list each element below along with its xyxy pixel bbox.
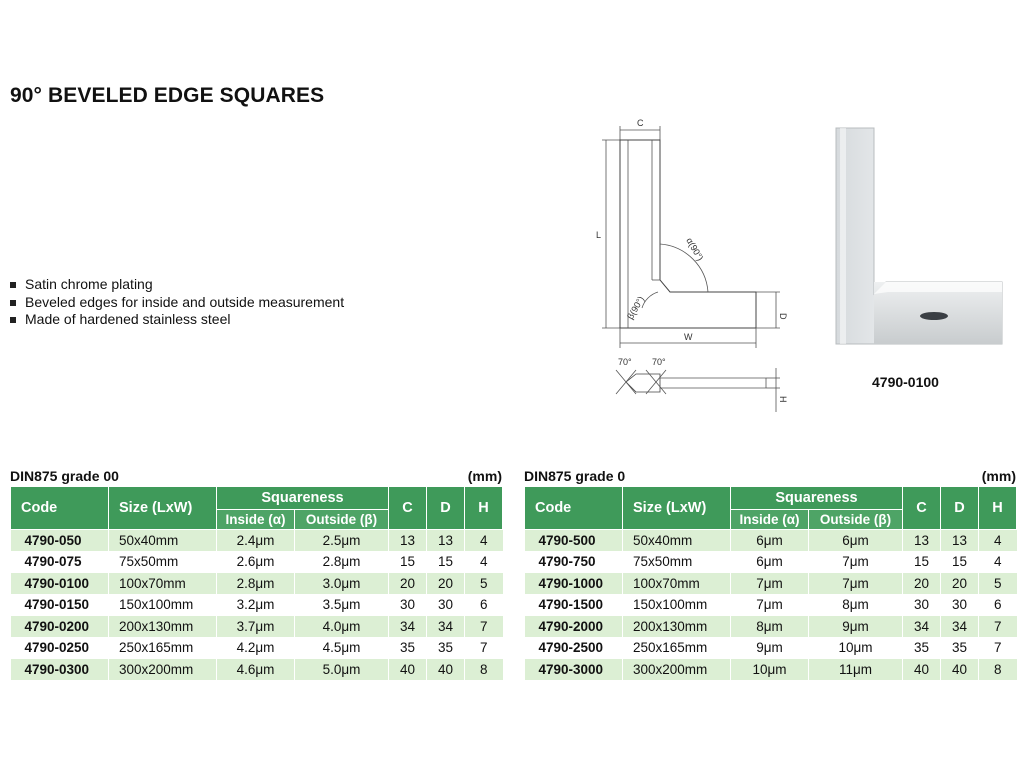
col-h-header: H <box>465 487 503 530</box>
cell-inside: 2.6μm <box>217 551 295 573</box>
product-code: 4790-0100 <box>872 374 939 390</box>
cell-size: 250x165mm <box>623 637 731 659</box>
bevel-angle-right-label: 70° <box>652 357 666 367</box>
dim-d-label: D <box>778 313 788 320</box>
cell-outside: 2.8μm <box>295 551 389 573</box>
cell-c: 13 <box>903 530 941 552</box>
cell-outside: 6μm <box>809 530 903 552</box>
cell-outside: 8μm <box>809 594 903 616</box>
col-inside-header: Inside (α) <box>217 510 295 530</box>
cell-d: 40 <box>941 659 979 681</box>
cell-c: 40 <box>389 659 427 681</box>
brand-label-icon <box>920 312 948 320</box>
cell-inside: 8μm <box>731 616 809 638</box>
cell-size: 50x40mm <box>623 530 731 552</box>
cell-h: 4 <box>979 530 1017 552</box>
table-row <box>11 637 503 659</box>
cell-size: 200x130mm <box>623 616 731 638</box>
cell-h: 4 <box>465 530 503 552</box>
cell-outside: 4.5μm <box>295 637 389 659</box>
cell-c: 34 <box>903 616 941 638</box>
table-row <box>11 530 503 552</box>
cell-h: 7 <box>465 616 503 638</box>
cell-c: 30 <box>389 594 427 616</box>
table-row <box>525 530 1017 552</box>
cell-inside: 4.6μm <box>217 659 295 681</box>
cell-code: 4790-1500 <box>525 594 623 616</box>
col-size-header: Size (LxW) <box>623 487 731 530</box>
cell-code: 4790-0250 <box>11 637 109 659</box>
cell-c: 30 <box>903 594 941 616</box>
cell-size: 250x165mm <box>109 637 217 659</box>
cell-h: 8 <box>465 659 503 681</box>
feature-item: Satin chrome plating <box>10 276 344 294</box>
cell-code: 4790-1000 <box>525 573 623 595</box>
cell-h: 6 <box>465 594 503 616</box>
cell-d: 34 <box>941 616 979 638</box>
spec-table-grade-00 <box>10 466 502 681</box>
cell-code: 4790-050 <box>11 530 109 552</box>
cell-code: 4790-0150 <box>11 594 109 616</box>
cell-inside: 7μm <box>731 594 809 616</box>
cell-c: 35 <box>389 637 427 659</box>
table-row <box>11 594 503 616</box>
table-row <box>525 573 1017 595</box>
cell-code: 4790-500 <box>525 530 623 552</box>
cell-inside: 2.4μm <box>217 530 295 552</box>
col-size-header: Size (LxW) <box>109 487 217 530</box>
cell-inside: 10μm <box>731 659 809 681</box>
cell-code: 4790-075 <box>11 551 109 573</box>
table-unit-label: (mm) <box>467 468 502 484</box>
cell-h: 6 <box>979 594 1017 616</box>
cell-code: 4790-2000 <box>525 616 623 638</box>
cell-outside: 3.5μm <box>295 594 389 616</box>
cell-h: 8 <box>979 659 1017 681</box>
cell-inside: 6μm <box>731 551 809 573</box>
cell-d: 13 <box>427 530 465 552</box>
cell-code: 4790-3000 <box>525 659 623 681</box>
col-squareness-header: Squareness <box>731 487 903 510</box>
dim-c-label: C <box>637 118 644 128</box>
bevel-angle-left-label: 70° <box>618 357 632 367</box>
cell-c: 15 <box>389 551 427 573</box>
cell-code: 4790-0300 <box>11 659 109 681</box>
cell-d: 30 <box>427 594 465 616</box>
cell-inside: 4.2μm <box>217 637 295 659</box>
table-row <box>525 551 1017 573</box>
cell-size: 200x130mm <box>109 616 217 638</box>
cell-h: 4 <box>465 551 503 573</box>
technical-drawing <box>590 112 790 422</box>
cell-outside: 7μm <box>809 573 903 595</box>
cell-inside: 9μm <box>731 637 809 659</box>
table-row <box>11 616 503 638</box>
col-c-header: C <box>903 487 941 530</box>
cell-d: 20 <box>427 573 465 595</box>
cell-size: 150x100mm <box>109 594 217 616</box>
cell-c: 20 <box>903 573 941 595</box>
cell-outside: 10μm <box>809 637 903 659</box>
cell-d: 40 <box>427 659 465 681</box>
table-row <box>525 616 1017 638</box>
table-row <box>525 659 1017 681</box>
cell-size: 300x200mm <box>623 659 731 681</box>
table-row <box>11 551 503 573</box>
cell-inside: 7μm <box>731 573 809 595</box>
table-row <box>525 637 1017 659</box>
cell-outside: 11μm <box>809 659 903 681</box>
col-d-header: D <box>941 487 979 530</box>
cell-c: 35 <box>903 637 941 659</box>
cell-h: 5 <box>979 573 1017 595</box>
col-code-header: Code <box>525 487 623 530</box>
col-inside-header: Inside (α) <box>731 510 809 530</box>
col-squareness-header: Squareness <box>217 487 389 510</box>
cell-d: 15 <box>427 551 465 573</box>
cell-inside: 3.2μm <box>217 594 295 616</box>
table-grade-label: DIN875 grade 00 <box>10 468 119 484</box>
cell-h: 4 <box>979 551 1017 573</box>
feature-item: Made of hardened stainless steel <box>10 311 344 329</box>
col-outside-header: Outside (β) <box>809 510 903 530</box>
col-h-header: H <box>979 487 1017 530</box>
table-row <box>11 659 503 681</box>
cell-d: 35 <box>427 637 465 659</box>
cell-size: 150x100mm <box>623 594 731 616</box>
cell-outside: 2.5μm <box>295 530 389 552</box>
cell-d: 34 <box>427 616 465 638</box>
cell-c: 20 <box>389 573 427 595</box>
cell-size: 75x50mm <box>623 551 731 573</box>
dim-l-label: L <box>596 230 602 240</box>
cell-outside: 9μm <box>809 616 903 638</box>
cell-code: 4790-2500 <box>525 637 623 659</box>
col-c-header: C <box>389 487 427 530</box>
cell-h: 5 <box>465 573 503 595</box>
table-row <box>525 594 1017 616</box>
dim-h-label: H <box>778 396 788 403</box>
dim-w-label: W <box>684 332 693 342</box>
cell-d: 15 <box>941 551 979 573</box>
cell-code: 4790-0200 <box>11 616 109 638</box>
cell-d: 30 <box>941 594 979 616</box>
cell-size: 300x200mm <box>109 659 217 681</box>
product-photo <box>826 122 1012 348</box>
cell-size: 100x70mm <box>109 573 217 595</box>
cell-outside: 5.0μm <box>295 659 389 681</box>
cell-outside: 3.0μm <box>295 573 389 595</box>
cell-c: 40 <box>903 659 941 681</box>
col-d-header: D <box>427 487 465 530</box>
cell-inside: 6μm <box>731 530 809 552</box>
table-grade-label: DIN875 grade 0 <box>524 468 626 484</box>
cell-d: 13 <box>941 530 979 552</box>
cell-size: 75x50mm <box>109 551 217 573</box>
cell-d: 35 <box>941 637 979 659</box>
cell-inside: 2.8μm <box>217 573 295 595</box>
beta-angle-label: β(90°) <box>625 294 647 321</box>
feature-item: Beveled edges for inside and outside measurement <box>10 294 344 312</box>
table-row <box>11 573 503 595</box>
spec-table-grade-0 <box>524 466 1016 681</box>
alpha-angle-label: α(90°) <box>684 236 706 263</box>
cell-outside: 4.0μm <box>295 616 389 638</box>
cell-h: 7 <box>979 637 1017 659</box>
feature-list <box>10 276 344 329</box>
cell-inside: 3.7μm <box>217 616 295 638</box>
table-unit-label: (mm) <box>981 468 1016 484</box>
page-title: 90° BEVELED EDGE SQUARES <box>10 84 325 107</box>
cell-size: 50x40mm <box>109 530 217 552</box>
cell-code: 4790-0100 <box>11 573 109 595</box>
cell-size: 100x70mm <box>623 573 731 595</box>
cell-c: 34 <box>389 616 427 638</box>
col-code-header: Code <box>11 487 109 530</box>
cell-outside: 7μm <box>809 551 903 573</box>
cell-h: 7 <box>979 616 1017 638</box>
cell-d: 20 <box>941 573 979 595</box>
cell-c: 13 <box>389 530 427 552</box>
col-outside-header: Outside (β) <box>295 510 389 530</box>
cell-c: 15 <box>903 551 941 573</box>
cell-h: 7 <box>465 637 503 659</box>
cell-code: 4790-750 <box>525 551 623 573</box>
